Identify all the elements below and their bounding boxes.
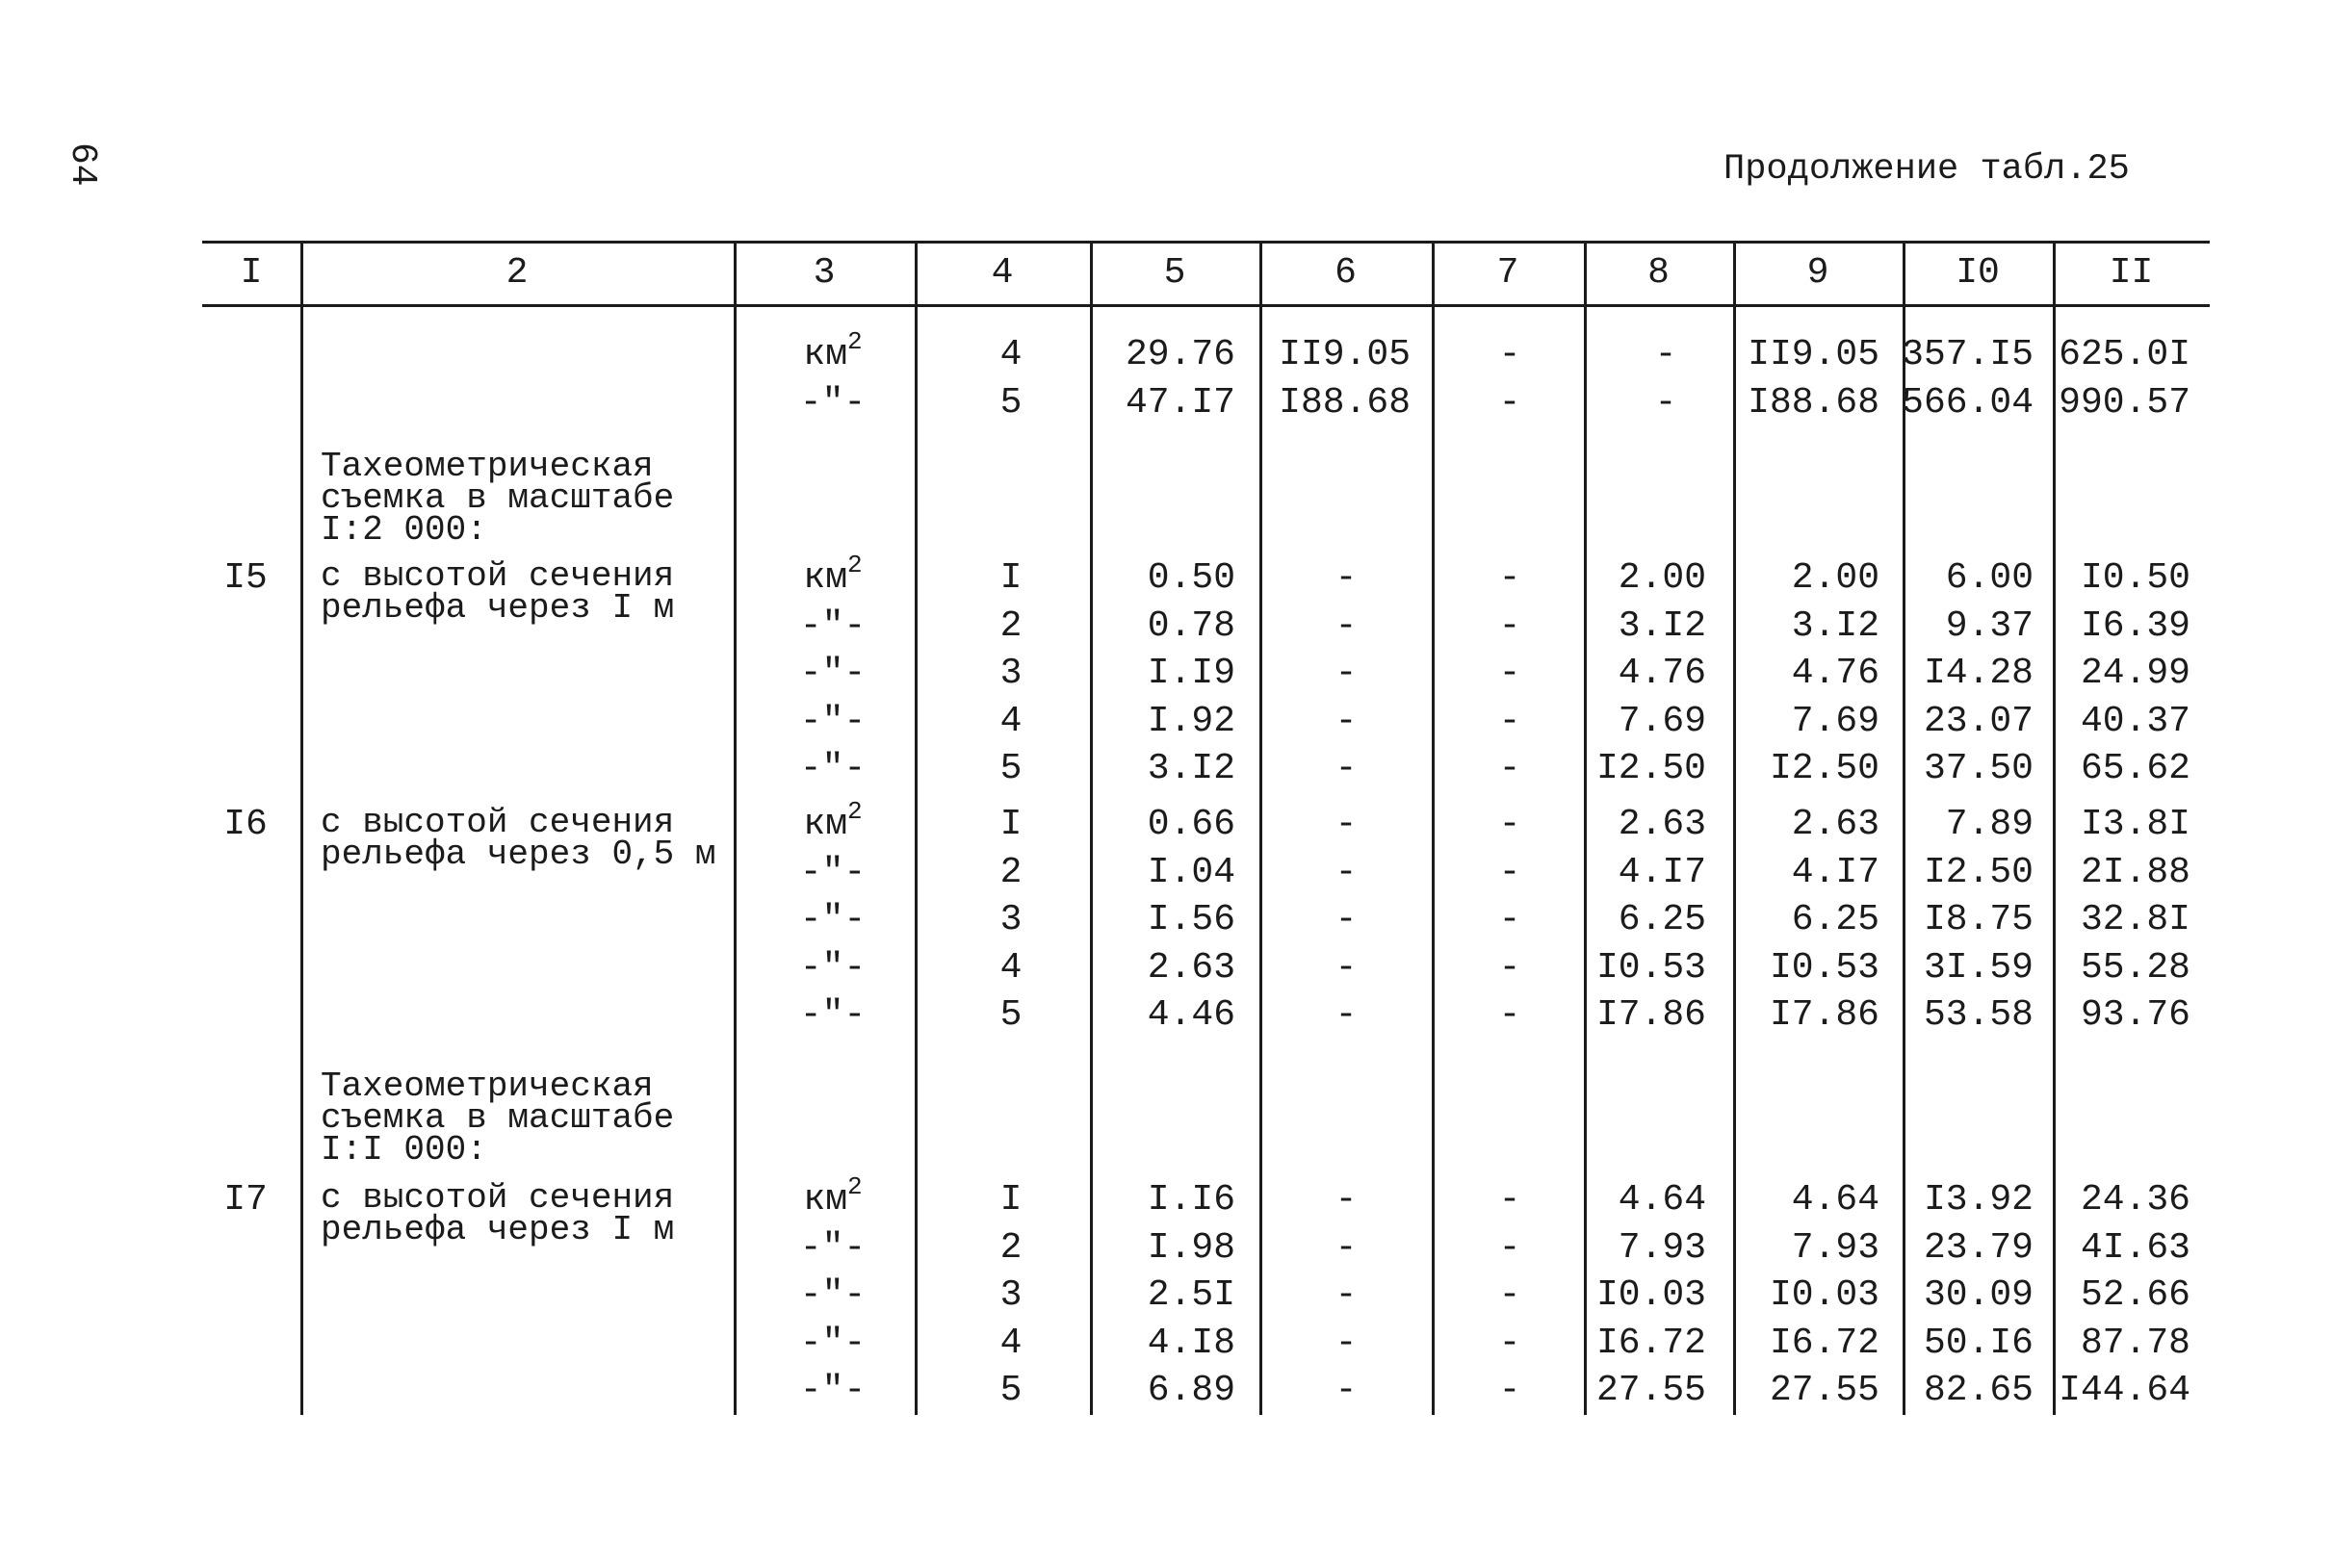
col11-cell: 2I.88 bbox=[2080, 851, 2190, 893]
col5-cell: 3.I2 bbox=[1147, 748, 1235, 789]
col10-cell: 3I.59 bbox=[1923, 946, 2034, 989]
col9-cell: 27.55 bbox=[1769, 1370, 1879, 1411]
col5-cell: 4.46 bbox=[1147, 994, 1235, 1036]
col10-cell: 82.65 bbox=[1923, 1370, 2034, 1411]
item-number: I5 bbox=[223, 557, 268, 599]
variant-cell: I bbox=[999, 1179, 1023, 1221]
col11-cell: I3.8I bbox=[2080, 804, 2190, 845]
col7-cell: - bbox=[1498, 334, 1521, 375]
col6-cell: I88.68 bbox=[1279, 381, 1411, 424]
variant-cell: 5 bbox=[999, 748, 1023, 789]
col10-cell: 53.58 bbox=[1923, 994, 2034, 1036]
variant-cell: 5 bbox=[999, 1370, 1023, 1411]
col5-cell: 0.66 bbox=[1147, 804, 1235, 845]
column-header: 3 bbox=[813, 252, 836, 294]
variant-cell: 2 bbox=[999, 604, 1023, 647]
column-rule bbox=[1259, 241, 1262, 1415]
col6-cell: - bbox=[1334, 994, 1358, 1036]
col5-cell: 29.76 bbox=[1125, 334, 1235, 375]
variant-cell: I bbox=[999, 557, 1023, 599]
col10-cell: I4.28 bbox=[1923, 653, 2034, 694]
unit-cell bbox=[775, 899, 891, 940]
unit-text: -"- bbox=[799, 851, 867, 893]
col5-cell: I.04 bbox=[1147, 851, 1235, 893]
col11-cell: 625.0I bbox=[2059, 334, 2190, 375]
col8-cell: I0.03 bbox=[1595, 1274, 1706, 1316]
col11-cell: 990.57 bbox=[2059, 381, 2190, 424]
col9-cell: 7.69 bbox=[1791, 700, 1879, 742]
unit-text: -"- bbox=[799, 604, 867, 647]
col11-cell: 65.62 bbox=[2080, 748, 2190, 789]
col10-cell: 6.00 bbox=[1945, 557, 2034, 599]
unit-text: км bbox=[803, 334, 847, 375]
col11-cell: 87.78 bbox=[2080, 1322, 2190, 1364]
col9-cell: 2.00 bbox=[1791, 557, 1879, 599]
col9-cell: 6.25 bbox=[1791, 899, 1879, 940]
col6-cell: - bbox=[1334, 653, 1358, 694]
col5-cell: 2.5I bbox=[1147, 1274, 1235, 1316]
col7-cell: - bbox=[1498, 1274, 1521, 1316]
unit-text: -"- bbox=[799, 1370, 867, 1411]
unit-text: -"- bbox=[799, 1274, 867, 1316]
col8-cell: 3.I2 bbox=[1618, 604, 1706, 647]
col10-cell: 23.79 bbox=[1923, 1226, 2034, 1269]
col7-cell: - bbox=[1498, 1322, 1521, 1364]
unit-text: -"- bbox=[799, 946, 867, 989]
unit-superscript: 2 bbox=[847, 551, 863, 579]
column-rule bbox=[1432, 241, 1435, 1415]
unit-cell bbox=[775, 1370, 891, 1411]
col11-cell: 24.36 bbox=[2080, 1179, 2190, 1221]
col6-cell: - bbox=[1334, 557, 1358, 599]
variant-cell: 3 bbox=[999, 653, 1023, 694]
col9-cell: I7.86 bbox=[1769, 994, 1879, 1036]
col6-cell: - bbox=[1334, 604, 1358, 647]
item-number: I7 bbox=[223, 1179, 268, 1221]
variant-cell: 4 bbox=[999, 1322, 1023, 1364]
col9-cell: I0.03 bbox=[1769, 1274, 1879, 1316]
col9-cell: 3.I2 bbox=[1791, 604, 1879, 647]
column-rule bbox=[1090, 241, 1093, 1415]
unit-cell bbox=[775, 851, 891, 893]
unit-text: км bbox=[803, 557, 847, 599]
col9-cell: I6.72 bbox=[1769, 1322, 1879, 1364]
col10-cell: 30.09 bbox=[1923, 1274, 2034, 1316]
col9-cell: 4.76 bbox=[1791, 653, 1879, 694]
col8-cell: 2.63 bbox=[1618, 804, 1706, 845]
unit-text: -"- bbox=[799, 748, 867, 789]
column-rule bbox=[915, 241, 918, 1415]
variant-cell: 4 bbox=[999, 700, 1023, 742]
unit-text: -"- bbox=[799, 700, 867, 742]
col6-cell: - bbox=[1334, 1179, 1358, 1221]
col8-cell: I0.53 bbox=[1595, 946, 1706, 989]
col8-cell: 4.I7 bbox=[1618, 851, 1706, 893]
item-description: с высотой сечения рельефа через I м bbox=[321, 1178, 675, 1249]
unit-text: -"- bbox=[799, 1322, 867, 1364]
col10-cell: I3.92 bbox=[1923, 1179, 2034, 1221]
col8-cell: - bbox=[1654, 334, 1677, 375]
col8-cell: 7.69 bbox=[1618, 700, 1706, 742]
col5-cell: I.56 bbox=[1147, 899, 1235, 940]
item-number: I6 bbox=[223, 804, 268, 845]
unit-cell bbox=[775, 1172, 891, 1221]
unit-text: км bbox=[803, 1179, 847, 1221]
col5-cell: 47.I7 bbox=[1125, 381, 1235, 424]
col10-cell: 7.89 bbox=[1945, 804, 2034, 845]
table-caption: Продолжение табл.25 bbox=[1723, 149, 2130, 190]
col5-cell: I.98 bbox=[1147, 1226, 1235, 1269]
unit-text: -"- bbox=[799, 381, 867, 424]
col5-cell: 4.I8 bbox=[1147, 1322, 1235, 1364]
col7-cell: - bbox=[1498, 381, 1521, 424]
col5-cell: 0.50 bbox=[1147, 557, 1235, 599]
col8-cell: 4.76 bbox=[1618, 653, 1706, 694]
col9-cell: I88.68 bbox=[1748, 381, 1879, 424]
header-rule bbox=[202, 304, 2210, 307]
col7-cell: - bbox=[1498, 604, 1521, 647]
col5-cell: 2.63 bbox=[1147, 946, 1235, 989]
page-number: 64 bbox=[62, 142, 103, 187]
col9-cell: I0.53 bbox=[1769, 946, 1879, 989]
unit-cell bbox=[775, 327, 891, 375]
col5-cell: 6.89 bbox=[1147, 1370, 1235, 1411]
col6-cell: - bbox=[1334, 804, 1358, 845]
column-rule bbox=[2053, 241, 2056, 1415]
col10-cell: 50.I6 bbox=[1923, 1322, 2034, 1364]
column-header: 5 bbox=[1163, 252, 1186, 294]
col7-cell: - bbox=[1498, 700, 1521, 742]
col11-cell: 32.8I bbox=[2080, 899, 2190, 940]
col10-cell: 9.37 bbox=[1945, 604, 2034, 647]
column-header: 6 bbox=[1334, 252, 1357, 294]
unit-cell bbox=[775, 551, 891, 599]
unit-cell bbox=[775, 994, 891, 1036]
col10-cell: I8.75 bbox=[1923, 899, 2034, 940]
col11-cell: 4I.63 bbox=[2080, 1226, 2190, 1269]
unit-cell bbox=[775, 700, 891, 742]
col11-cell: I6.39 bbox=[2080, 604, 2190, 647]
variant-cell: 5 bbox=[999, 994, 1023, 1036]
col9-cell: 2.63 bbox=[1791, 804, 1879, 845]
variant-cell: 3 bbox=[999, 899, 1023, 940]
unit-superscript: 2 bbox=[847, 327, 863, 356]
unit-cell bbox=[775, 946, 891, 989]
section-heading: Тахеометрическая съемка в масштабе I:I 000: bbox=[321, 1067, 675, 1170]
unit-cell bbox=[775, 604, 891, 647]
col8-cell: 2.00 bbox=[1618, 557, 1706, 599]
unit-text: -"- bbox=[799, 994, 867, 1036]
col8-cell: 7.93 bbox=[1618, 1226, 1706, 1269]
column-header: II bbox=[2109, 252, 2154, 294]
col10-cell: 357.I5 bbox=[1902, 334, 2034, 375]
column-rule bbox=[300, 241, 303, 1415]
unit-cell bbox=[775, 797, 891, 845]
col7-cell: - bbox=[1498, 899, 1521, 940]
item-description: с высотой сечения рельефа через 0,5 м bbox=[321, 803, 716, 874]
section-heading: Тахеометрическая съемка в масштабе I:2 000: bbox=[321, 447, 675, 550]
col9-cell: 4.64 bbox=[1791, 1179, 1879, 1221]
col7-cell: - bbox=[1498, 1370, 1521, 1411]
variant-cell: 2 bbox=[999, 1226, 1023, 1269]
col5-cell: I.I6 bbox=[1147, 1179, 1235, 1221]
unit-cell bbox=[775, 748, 891, 789]
col6-cell: - bbox=[1334, 1274, 1358, 1316]
unit-cell bbox=[775, 1322, 891, 1364]
col10-cell: 23.07 bbox=[1923, 700, 2034, 742]
col5-cell: 0.78 bbox=[1147, 604, 1235, 647]
unit-text: км bbox=[803, 804, 847, 845]
column-header: I0 bbox=[1956, 252, 2000, 294]
unit-superscript: 2 bbox=[847, 797, 863, 826]
item-description: с высотой сечения рельефа через I м bbox=[321, 556, 675, 628]
col8-cell: I7.86 bbox=[1595, 994, 1706, 1036]
col7-cell: - bbox=[1498, 1179, 1521, 1221]
col8-cell: 27.55 bbox=[1595, 1370, 1706, 1411]
col6-cell: - bbox=[1334, 946, 1358, 989]
col11-cell: I0.50 bbox=[2080, 557, 2190, 599]
col6-cell: - bbox=[1334, 1226, 1358, 1269]
column-header: 4 bbox=[991, 252, 1014, 294]
col11-cell: 93.76 bbox=[2080, 994, 2190, 1036]
col7-cell: - bbox=[1498, 557, 1521, 599]
col6-cell: - bbox=[1334, 851, 1358, 893]
col10-cell: 566.04 bbox=[1902, 381, 2034, 424]
col6-cell: - bbox=[1334, 748, 1358, 789]
unit-cell bbox=[775, 1274, 891, 1316]
col8-cell: I2.50 bbox=[1595, 748, 1706, 789]
unit-cell bbox=[775, 655, 891, 692]
col7-cell: - bbox=[1498, 748, 1521, 789]
col7-cell: - bbox=[1498, 946, 1521, 989]
col6-cell: - bbox=[1334, 1370, 1358, 1411]
col8-cell: 4.64 bbox=[1618, 1179, 1706, 1221]
variant-cell: 4 bbox=[999, 946, 1023, 989]
col9-cell: 7.93 bbox=[1791, 1226, 1879, 1269]
col7-cell: - bbox=[1498, 653, 1521, 694]
col11-cell: 40.37 bbox=[2080, 700, 2190, 742]
col11-cell: 24.99 bbox=[2080, 653, 2190, 694]
col9-cell: I2.50 bbox=[1769, 748, 1879, 789]
top-rule bbox=[202, 241, 2210, 244]
column-rule bbox=[1733, 241, 1736, 1415]
col10-cell: 37.50 bbox=[1923, 748, 2034, 789]
column-header: I bbox=[240, 252, 263, 294]
col6-cell: II9.05 bbox=[1279, 334, 1411, 375]
col7-cell: - bbox=[1498, 1226, 1521, 1269]
col6-cell: - bbox=[1334, 899, 1358, 940]
col9-cell: 4.I7 bbox=[1791, 851, 1879, 893]
variant-cell: I bbox=[999, 804, 1023, 845]
col9-cell: II9.05 bbox=[1748, 334, 1879, 375]
col5-cell: I.92 bbox=[1147, 700, 1235, 742]
col7-cell: - bbox=[1498, 994, 1521, 1036]
col8-cell: - bbox=[1654, 381, 1677, 424]
variant-cell: 2 bbox=[999, 851, 1023, 893]
col11-cell: 52.66 bbox=[2080, 1274, 2190, 1316]
col8-cell: I6.72 bbox=[1595, 1322, 1706, 1364]
col11-cell: 55.28 bbox=[2080, 946, 2190, 989]
unit-text: -"- bbox=[799, 653, 867, 694]
col7-cell: - bbox=[1498, 851, 1521, 893]
column-header: 8 bbox=[1647, 252, 1670, 294]
column-rule bbox=[1584, 241, 1587, 1415]
unit-text: -"- bbox=[799, 899, 867, 940]
column-rule bbox=[734, 241, 737, 1415]
col7-cell: - bbox=[1498, 804, 1521, 845]
unit-text: -"- bbox=[799, 1226, 867, 1269]
col8-cell: 6.25 bbox=[1618, 899, 1706, 940]
variant-cell: 5 bbox=[999, 381, 1023, 424]
unit-cell bbox=[775, 1226, 891, 1269]
column-header: 7 bbox=[1496, 252, 1519, 294]
variant-cell: 3 bbox=[999, 1274, 1023, 1316]
column-header: 2 bbox=[505, 252, 529, 294]
unit-cell bbox=[775, 381, 891, 424]
col11-cell: I44.64 bbox=[2059, 1370, 2190, 1411]
col6-cell: - bbox=[1334, 1322, 1358, 1364]
col5-cell: I.I9 bbox=[1147, 653, 1235, 694]
col10-cell: I2.50 bbox=[1923, 851, 2034, 893]
variant-cell: 4 bbox=[999, 334, 1023, 375]
col6-cell: - bbox=[1334, 700, 1358, 742]
unit-superscript: 2 bbox=[847, 1172, 863, 1201]
column-header: 9 bbox=[1806, 252, 1829, 294]
